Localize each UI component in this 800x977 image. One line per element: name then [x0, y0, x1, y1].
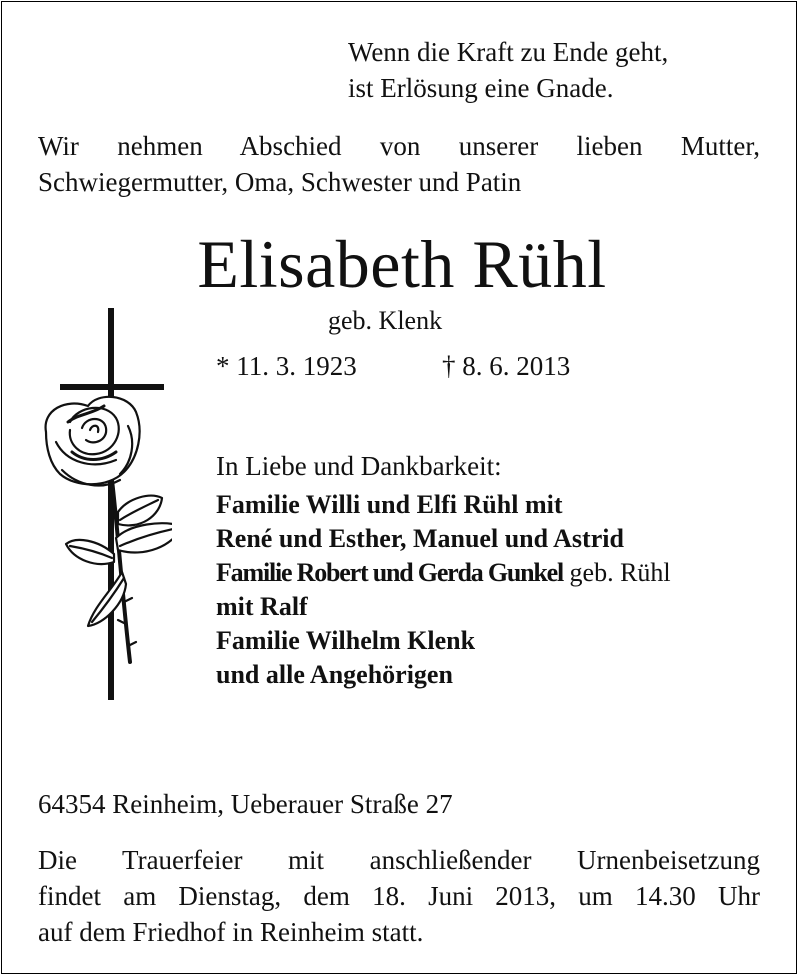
obituary-notice	[1, 1, 797, 974]
mourner-line: mit Ralf	[216, 592, 308, 621]
mourner-family-name: Familie Robert und Gerda Gunkel	[216, 558, 564, 587]
family-address: 64354 Reinheim, Ueberauer Straße 27	[38, 789, 453, 819]
intro-text	[38, 128, 760, 200]
birth-date: * 11. 3. 1923	[216, 351, 357, 381]
deceased-name: Elisabeth Rühl	[197, 226, 607, 302]
thanks-heading: In Liebe und Dankbarkeit:	[216, 451, 502, 481]
mourner-line: und alle Angehörigen	[216, 660, 453, 689]
mourner-line	[216, 556, 671, 590]
intro-line: Wir nehmen Abschied von unserer lieben Mutter,	[38, 131, 760, 161]
service-line: auf dem Friedhof in Reinheim statt.	[38, 917, 424, 947]
cross-rose-illustration	[32, 302, 172, 702]
motto-line: Wenn die Kraft zu Ende geht,	[348, 37, 669, 67]
mourners-list	[216, 488, 671, 692]
motto-verse	[348, 34, 668, 106]
mourner-line: Familie Willi und Elfi Rühl mit	[216, 490, 563, 519]
funeral-service-info	[38, 842, 760, 950]
mourner-line: Familie Wilhelm Klenk	[216, 626, 476, 655]
motto-line: ist Erlösung eine Gnade.	[348, 73, 614, 103]
maiden-name: geb. Klenk	[328, 306, 443, 335]
death-date: † 8. 6. 2013	[442, 351, 571, 381]
service-line: findet am Dienstag, dem 18. Juni 2013, um 14.30 Uhr	[38, 881, 760, 911]
mourner-note: geb. Rühl	[563, 558, 671, 587]
intro-line: Schwiegermutter, Oma, Schwester und Patin	[38, 167, 522, 197]
mourner-line: René und Esther, Manuel und Astrid	[216, 524, 624, 553]
service-line: Die Trauerfeier mit anschließender Urnenbeisetzung	[38, 845, 760, 875]
